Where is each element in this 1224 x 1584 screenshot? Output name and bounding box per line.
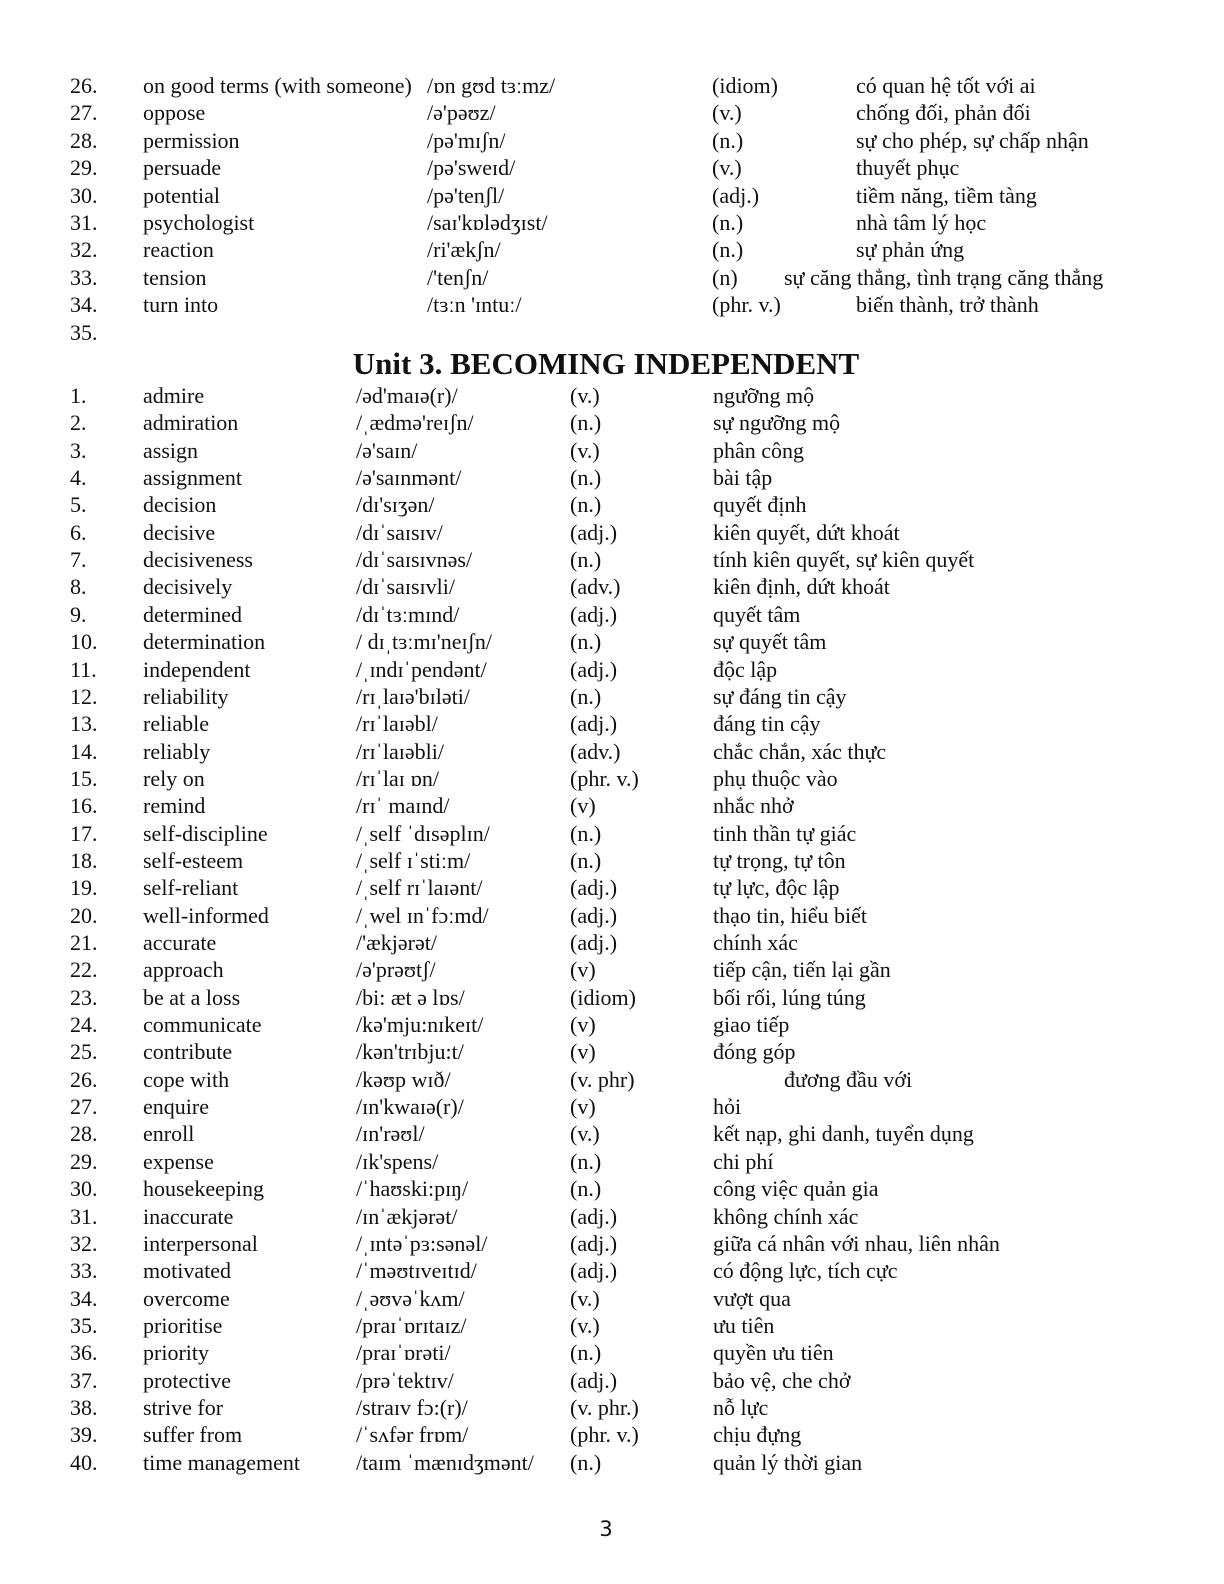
item-meaning: sự phản ứng [856,237,965,263]
vocab-row [0,765,1224,792]
item-number: 13. [70,711,98,737]
item-number: 6. [70,519,87,545]
vocab-row [0,1175,1224,1202]
item-word: independent [143,656,251,682]
item-word-class: (n.) [570,492,602,518]
item-number: 20. [70,902,98,928]
item-pronunciation: /rɪˈlaɪəbl/ [356,711,438,737]
vocab-row [0,236,1224,263]
vocab-row [0,99,1224,126]
vocab-row [0,874,1224,901]
item-meaning: quản lý thời gian [713,1449,863,1475]
item-pronunciation: /praɪˈɒrɪtaɪz/ [356,1312,467,1338]
item-number: 18. [70,847,98,873]
item-word-class: (adj.) [570,656,618,682]
item-word-class: (n.) [570,1176,602,1202]
item-number: 31. [70,210,98,235]
item-meaning: hỏi [713,1094,742,1120]
item-word-class: (n.) [712,127,744,153]
item-word-class: (adj.) [570,1203,618,1229]
item-pronunciation: /tɜːn 'ɪntuː/ [427,292,522,318]
item-number: 39. [70,1422,98,1448]
item-meaning: thuyết phục [856,155,960,181]
item-meaning: sự đáng tin cậy [713,683,847,709]
item-word-class: (n.) [570,465,602,491]
item-number: 38. [70,1394,98,1420]
vocab-row [0,1394,1224,1421]
vocab-row [0,1449,1224,1476]
item-number: 12. [70,683,98,709]
vocab-row [0,1339,1224,1366]
item-pronunciation: /dɪˈsaɪsɪvli/ [356,574,455,600]
item-meaning: tự trọng, tự tôn [713,847,846,873]
item-word-class: (idiom) [712,73,778,98]
item-number: 35. [70,319,98,345]
vocab-row [0,519,1224,546]
item-number: 5. [70,492,87,518]
item-number: 32. [70,1230,98,1256]
vocab-row [0,382,1224,409]
item-number: 33. [70,1258,98,1284]
item-word-class: (phr. v.) [570,765,639,791]
item-pronunciation: /dɪˈsaɪsɪvnəs/ [356,547,473,573]
item-word-class: (v.) [570,1285,600,1311]
item-word-class: (n.) [570,547,602,573]
item-word: decision [143,492,217,518]
item-word: housekeeping [143,1176,264,1202]
item-pronunciation: /ˌwel ɪnˈfɔːmd/ [356,902,489,928]
item-meaning: thạo tin, hiểu biết [713,902,867,928]
item-meaning: bối rối, lúng túng [713,984,866,1010]
item-pronunciation: /ˌəʊvəˈkʌm/ [356,1285,465,1311]
vocab-row [0,209,1224,236]
vocab-row [0,1038,1224,1065]
item-word-class: (v. phr.) [570,1394,639,1420]
vocab-row [0,984,1224,1011]
item-word-class: (adj.) [712,182,760,208]
item-number: 9. [70,601,87,627]
item-pronunciation: /ˈsʌfər frɒm/ [356,1422,469,1448]
item-number: 19. [70,875,98,901]
item-pronunciation: /ɪnˈækjərət/ [356,1203,458,1229]
item-meaning: chịu đựng [713,1422,802,1448]
item-word: motivated [143,1258,231,1284]
item-word: admiration [143,410,239,436]
item-pronunciation: /ə'saɪnmənt/ [356,465,462,491]
item-word: assign [143,437,198,463]
item-word-class: (n.) [570,410,602,436]
item-word-class: (v.) [712,100,742,126]
item-word: overcome [143,1285,230,1311]
item-word: tension [143,264,207,290]
item-meaning: tự lực, độc lập [713,875,840,901]
item-pronunciation: /ˈməʊtɪveɪtɪd/ [356,1258,477,1284]
item-word: self-esteem [143,847,244,873]
item-meaning: bảo vệ, che chở [713,1367,851,1393]
vocab-row [0,1421,1224,1448]
item-word: turn into [143,292,219,318]
item-number: 34. [70,292,98,318]
item-word-class: (v) [570,1039,596,1065]
item-word: rely on [143,765,205,791]
item-meaning: có quan hệ tốt với ai [856,73,1036,98]
item-pronunciation: /pə'tenʃl/ [427,182,505,208]
item-word: reliable [143,711,209,737]
item-word: strive for [143,1394,224,1420]
item-word-class: (n.) [712,210,744,235]
item-number: 11. [70,656,97,682]
item-number: 36. [70,1340,98,1366]
item-number: 24. [70,1012,98,1038]
item-word-class: (idiom) [570,984,636,1010]
item-word-class: (adv.) [570,574,621,600]
item-number: 32. [70,237,98,263]
item-meaning: kiên quyết, dứt khoát [713,519,900,545]
vocab-row [0,264,1224,291]
item-word: expense [143,1148,214,1174]
item-pronunciation: /ri'ækʃn/ [427,237,501,263]
item-word-class: (adj.) [570,902,618,928]
item-word-class: (n) [712,264,738,290]
item-word-class: (n.) [712,237,744,263]
item-word: protective [143,1367,231,1393]
item-number: 17. [70,820,98,846]
item-number: 16. [70,793,98,819]
item-pronunciation: /ˌɪntəˈpɜ:sənəl/ [356,1230,488,1256]
item-number: 29. [70,1148,98,1174]
item-word: cope with [143,1066,230,1092]
item-meaning: chính xác [713,930,798,955]
vocab-row [0,683,1224,710]
vocab-row [0,437,1224,464]
item-pronunciation: /'tenʃn/ [427,264,489,290]
item-meaning: ưu tiên [713,1312,775,1338]
item-word: time management [143,1449,300,1475]
item-number: 4. [70,465,87,491]
item-number: 26. [70,73,98,98]
vocab-row [0,1230,1224,1257]
vocab-row [0,409,1224,436]
item-meaning: không chính xác [713,1203,859,1229]
vocab-row [0,656,1224,683]
item-word: approach [143,957,224,983]
item-pronunciation: /straɪv fɔ:(r)/ [356,1394,468,1420]
item-word: persuade [143,155,222,181]
item-word-class: (v.) [570,437,600,463]
item-word: psychologist [143,210,255,235]
item-number: 3. [70,437,87,463]
item-meaning: tính kiên quyết, sự kiên quyết [713,547,975,573]
item-number: 2. [70,410,87,436]
vocab-row [0,1148,1224,1175]
item-meaning: phụ thuộc vào [713,765,838,791]
item-pronunciation: /rɪˌlaɪə'bɪləti/ [356,683,470,709]
item-word: assignment [143,465,242,491]
item-pronunciation: /kəʊp wɪð/ [356,1066,451,1092]
item-pronunciation: /ɪn'rəʊl/ [356,1121,425,1147]
item-meaning: chống đối, phản đối [856,100,1031,126]
item-word-class: (phr. v.) [712,292,781,318]
vocab-row [0,628,1224,655]
item-number: 21. [70,930,98,955]
item-word-class: (adj.) [570,1367,618,1393]
item-pronunciation: /ˌɪndɪˈpendənt/ [356,656,487,682]
item-meaning: nỗ lực [713,1394,769,1420]
item-word-class: (phr. v.) [570,1422,639,1448]
item-number: 8. [70,574,87,600]
item-meaning: tiềm năng, tiềm tàng [856,182,1037,208]
item-number: 23. [70,984,98,1010]
item-pronunciation: /ə'saɪn/ [356,437,418,463]
vocab-row [0,72,1224,99]
item-pronunciation: /taɪm ˈmænɪdʒmənt/ [356,1449,534,1475]
vocab-row [0,847,1224,874]
item-meaning: độc lập [713,656,778,682]
item-word-class: (v.) [570,1312,600,1338]
item-number: 28. [70,1121,98,1147]
vocab-row [0,546,1224,573]
vocab-row [0,956,1224,983]
vocab-row [0,929,1224,956]
vocab-row [0,1367,1224,1394]
item-number: 14. [70,738,98,764]
item-meaning: nhắc nhở [713,793,794,819]
item-word-class: (n.) [570,1340,602,1366]
item-word: interpersonal [143,1230,258,1256]
item-word: self-discipline [143,820,268,846]
item-word-class: (v) [570,1094,596,1120]
item-word-class: (v.) [712,155,742,181]
item-word: well-informed [143,902,269,928]
item-word: reliability [143,683,229,709]
item-pronunciation: /ɒn gʊd tɜːmz/ [427,73,556,98]
item-number: 33. [70,264,98,290]
item-word-class: (n.) [570,1148,602,1174]
item-word: accurate [143,930,217,955]
item-pronunciation: /dɪ'sɪʒən/ [356,492,435,518]
item-word: decisively [143,574,233,600]
item-word-class: (n.) [570,629,602,655]
item-pronunciation: /rɪˈlaɪəbli/ [356,738,444,764]
item-pronunciation: /praɪˈɒrəti/ [356,1340,451,1366]
vocab-row [0,820,1224,847]
item-pronunciation: /prəˈtektɪv/ [356,1367,454,1393]
vocab-row [0,1312,1224,1339]
vocab-row [0,1285,1224,1312]
item-meaning: chắc chắn, xác thực [713,738,887,764]
item-number: 40. [70,1449,98,1475]
item-pronunciation: /ɪk'spens/ [356,1148,439,1174]
item-number: 35. [70,1312,98,1338]
item-word-class: (adj.) [570,711,618,737]
item-word: permission [143,127,240,153]
item-meaning: đương đầu với [784,1066,913,1092]
item-meaning: chi phí [713,1148,774,1174]
item-number: 30. [70,182,98,208]
item-pronunciation: /ɪn'kwaɪə(r)/ [356,1094,464,1120]
item-pronunciation: /dɪˈtɜːmɪnd/ [356,601,460,627]
item-number: 27. [70,100,98,126]
item-meaning: quyết tâm [713,601,801,627]
item-meaning: tiếp cận, tiến lại gần [713,957,891,983]
item-meaning: bài tập [713,465,773,491]
item-meaning: quyền ưu tiên [713,1340,834,1366]
item-word: contribute [143,1039,233,1065]
vocab-row [0,573,1224,600]
item-word: admire [143,383,205,408]
item-word-class: (n.) [570,683,602,709]
item-word-class: (adj.) [570,1258,618,1284]
vocab-row [0,902,1224,929]
item-word: reliably [143,738,211,764]
item-word: reaction [143,237,214,263]
item-word: suffer from [143,1422,243,1448]
item-meaning: giao tiếp [713,1012,790,1038]
item-number: 10. [70,629,98,655]
vocab-row [0,127,1224,154]
item-number: 26. [70,1066,98,1092]
item-word-class: (n.) [570,1449,602,1475]
item-word: decisiveness [143,547,253,573]
item-meaning: biến thành, trở thành [856,292,1039,318]
item-meaning: giữa cá nhân với nhau, liên nhân [713,1230,1000,1256]
item-number: 22. [70,957,98,983]
item-pronunciation: /kən'trɪbju:t/ [356,1039,464,1065]
item-word: inaccurate [143,1203,234,1229]
item-word-class: (v) [570,1012,596,1038]
vocab-row [0,1257,1224,1284]
item-word-class: (n.) [570,847,602,873]
vocab-row [0,491,1224,518]
item-pronunciation: /dɪˈsaɪsɪv/ [356,519,443,545]
vocab-row [0,1011,1224,1038]
item-number: 28. [70,127,98,153]
item-meaning: phân công [713,437,805,463]
item-word-class: (v. phr) [570,1066,635,1092]
vocab-row [0,1120,1224,1147]
item-word-class: (adj.) [570,930,618,955]
item-number: 34. [70,1285,98,1311]
vocab-row [0,601,1224,628]
item-pronunciation: /ˌself ˈdɪsəplɪn/ [356,820,490,846]
item-meaning: kết nạp, ghi danh, tuyển dụng [713,1121,974,1147]
item-pronunciation: /pə'mɪʃn/ [427,127,506,153]
item-pronunciation: /'ækjərət/ [356,930,437,955]
item-word-class: (v.) [570,383,600,408]
item-word: enroll [143,1121,195,1147]
item-word-class: (adj.) [570,875,618,901]
item-pronunciation: /əd'maɪə(r)/ [356,383,458,408]
vocab-row [0,291,1224,318]
item-meaning: đóng góp [713,1039,796,1065]
item-pronunciation: /rɪˈ maɪnd/ [356,793,450,819]
item-meaning: sự quyết tâm [713,629,827,655]
item-word: on good terms (with someone) [143,73,412,98]
item-word-class: (adj.) [570,601,618,627]
item-number: 25. [70,1039,98,1065]
vocab-row [0,1203,1224,1230]
item-word: determination [143,629,266,655]
item-pronunciation: /rɪˈlaɪ ɒn/ [356,765,439,791]
item-word-class: (v.) [570,1121,600,1147]
item-word: self-reliant [143,875,239,901]
item-word-class: (adj.) [570,1230,618,1256]
item-pronunciation: /ˌself ɪˈstiːm/ [356,847,471,873]
item-meaning: vượt qua [713,1285,791,1311]
item-word: enquire [143,1094,209,1120]
item-meaning: đáng tin cậy [713,711,821,737]
item-meaning: nhà tâm lý học [856,210,987,235]
vocab-row [0,710,1224,737]
item-number: 31. [70,1203,98,1229]
item-word: determined [143,601,242,627]
item-meaning: ngưỡng mộ [713,383,815,408]
unit-title: Unit 3. BECOMING INDEPENDENT [352,346,860,381]
item-word: priority [143,1340,209,1366]
item-number: 30. [70,1176,98,1202]
item-number: 37. [70,1367,98,1393]
item-pronunciation: /ə'prəʊtʃ/ [356,957,436,983]
item-word-class: (adv.) [570,738,621,764]
vocab-row [0,182,1224,209]
vocab-row [0,792,1224,819]
vocab-row [0,1093,1224,1120]
item-word: oppose [143,100,206,126]
item-pronunciation: /bi: æt ə lɒs/ [356,984,465,1010]
item-number: 29. [70,155,98,181]
item-pronunciation: /ə'pəʊz/ [427,100,496,126]
item-word: remind [143,793,206,819]
item-meaning: sự ngưỡng mộ [713,410,841,436]
vocab-row [0,738,1224,765]
item-meaning: kiên định, dứt khoát [713,574,890,600]
vocab-row [0,1066,1224,1093]
item-word: potential [143,182,220,208]
item-number: 27. [70,1094,98,1120]
item-meaning: sự cho phép, sự chấp nhận [856,127,1089,153]
item-meaning: sự căng thẳng, tình trạng căng thẳng [784,264,1104,290]
item-meaning: tinh thần tự giác [713,820,857,846]
item-word: communicate [143,1012,262,1038]
item-meaning: quyết định [713,492,807,518]
item-number: 15. [70,765,98,791]
item-pronunciation: /kə'mju:nɪkeɪt/ [356,1012,484,1038]
item-pronunciation: /ˌædmə'reɪʃn/ [356,410,474,436]
item-pronunciation: /pə'sweɪd/ [427,155,516,181]
item-number: 1. [70,383,87,408]
item-pronunciation: /ˈhaʊski:pɪŋ/ [356,1176,469,1202]
item-pronunciation: / dɪˌtɜːmɪ'neɪʃn/ [356,629,493,655]
item-number: 7. [70,547,87,573]
page-number: 3 [599,1517,613,1541]
item-meaning: công việc quản gia [713,1176,879,1202]
item-word-class: (adj.) [570,519,618,545]
item-meaning: có động lực, tích cực [713,1258,898,1284]
vocab-row [0,154,1224,181]
item-word-class: (v) [570,957,596,983]
item-word: prioritise [143,1312,223,1338]
item-word-class: (v) [570,793,596,819]
item-word: be at a loss [143,984,241,1010]
item-word: decisive [143,519,216,545]
vocab-row [0,464,1224,491]
item-pronunciation: /saɪ'kɒlədʒɪst/ [427,210,548,235]
item-pronunciation: /ˌself rɪˈlaɪənt/ [356,875,483,901]
item-word-class: (n.) [570,820,602,846]
vocab-row [0,319,1224,346]
